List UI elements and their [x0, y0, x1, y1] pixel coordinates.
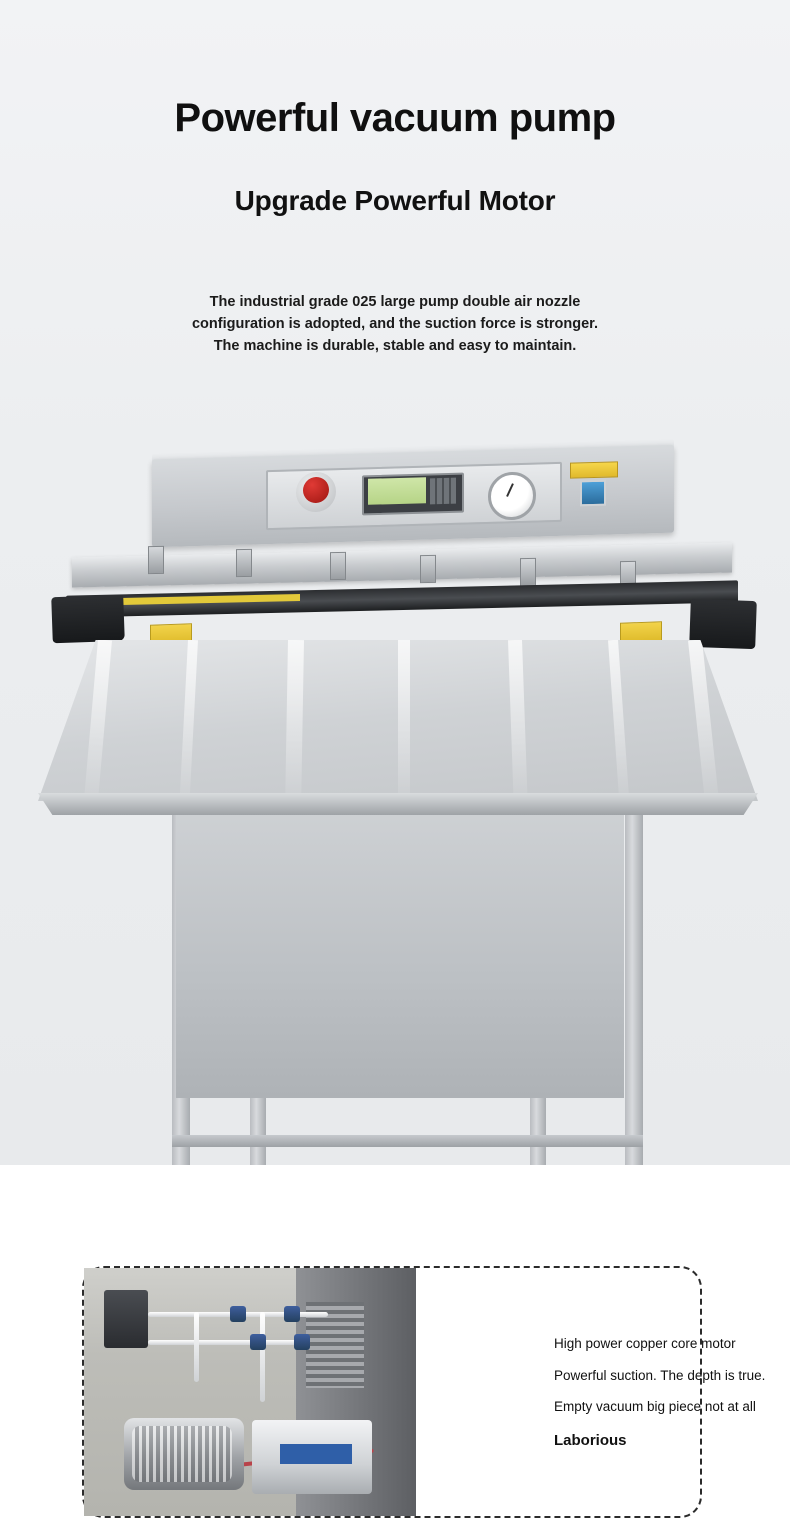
pump-label	[280, 1444, 352, 1464]
description-line-1: The industrial grade 025 large pump double air nozzle	[209, 294, 581, 310]
tube-fitting	[230, 1306, 246, 1322]
tube-fitting	[284, 1306, 300, 1322]
inset-line: Powerful suction. The depth is true.	[554, 1367, 766, 1383]
air-tube	[260, 1312, 265, 1402]
description-block	[0, 292, 790, 357]
bar-clamp	[330, 552, 346, 580]
work-table-surface	[38, 640, 758, 815]
left-arm-bracket	[51, 595, 125, 643]
machine-cabinet	[176, 798, 624, 1098]
inset-text-block	[414, 1268, 766, 1516]
inset-line-emphasis: Laborious	[554, 1432, 627, 1450]
work-table-edge	[38, 793, 758, 815]
bar-clamp	[236, 549, 252, 577]
lcd-screen	[368, 477, 426, 505]
bar-clamp	[420, 555, 436, 583]
warning-label	[570, 461, 618, 478]
inset-line: High power copper core motor	[554, 1336, 736, 1351]
heading-block	[0, 96, 790, 217]
lcd-keypad[interactable]	[430, 478, 456, 505]
inset-line: Empty vacuum big piece not at all	[554, 1399, 756, 1415]
page-title: Powerful vacuum pump	[174, 96, 616, 140]
stand-leg	[625, 800, 643, 1165]
bar-clamp	[520, 558, 536, 586]
inset-photo	[84, 1268, 414, 1516]
power-switch[interactable]	[580, 480, 606, 507]
air-tube	[148, 1340, 308, 1345]
description-line-2: configuration is adopted, and the suction force is stronger.	[191, 315, 599, 332]
electrical-box	[104, 1290, 148, 1348]
machine-photo	[0, 400, 790, 1450]
inset-callout	[82, 1266, 766, 1518]
bar-clamp	[148, 546, 164, 574]
tube-fitting	[294, 1334, 310, 1350]
description-line-3: The machine is durable, stable and easy to maintain.	[213, 337, 577, 354]
tube-fitting	[250, 1334, 266, 1350]
motor-fins	[132, 1426, 232, 1482]
air-tube	[194, 1312, 199, 1382]
page-subtitle: Upgrade Powerful Motor	[234, 185, 556, 216]
stand-crossbar	[172, 1135, 643, 1147]
